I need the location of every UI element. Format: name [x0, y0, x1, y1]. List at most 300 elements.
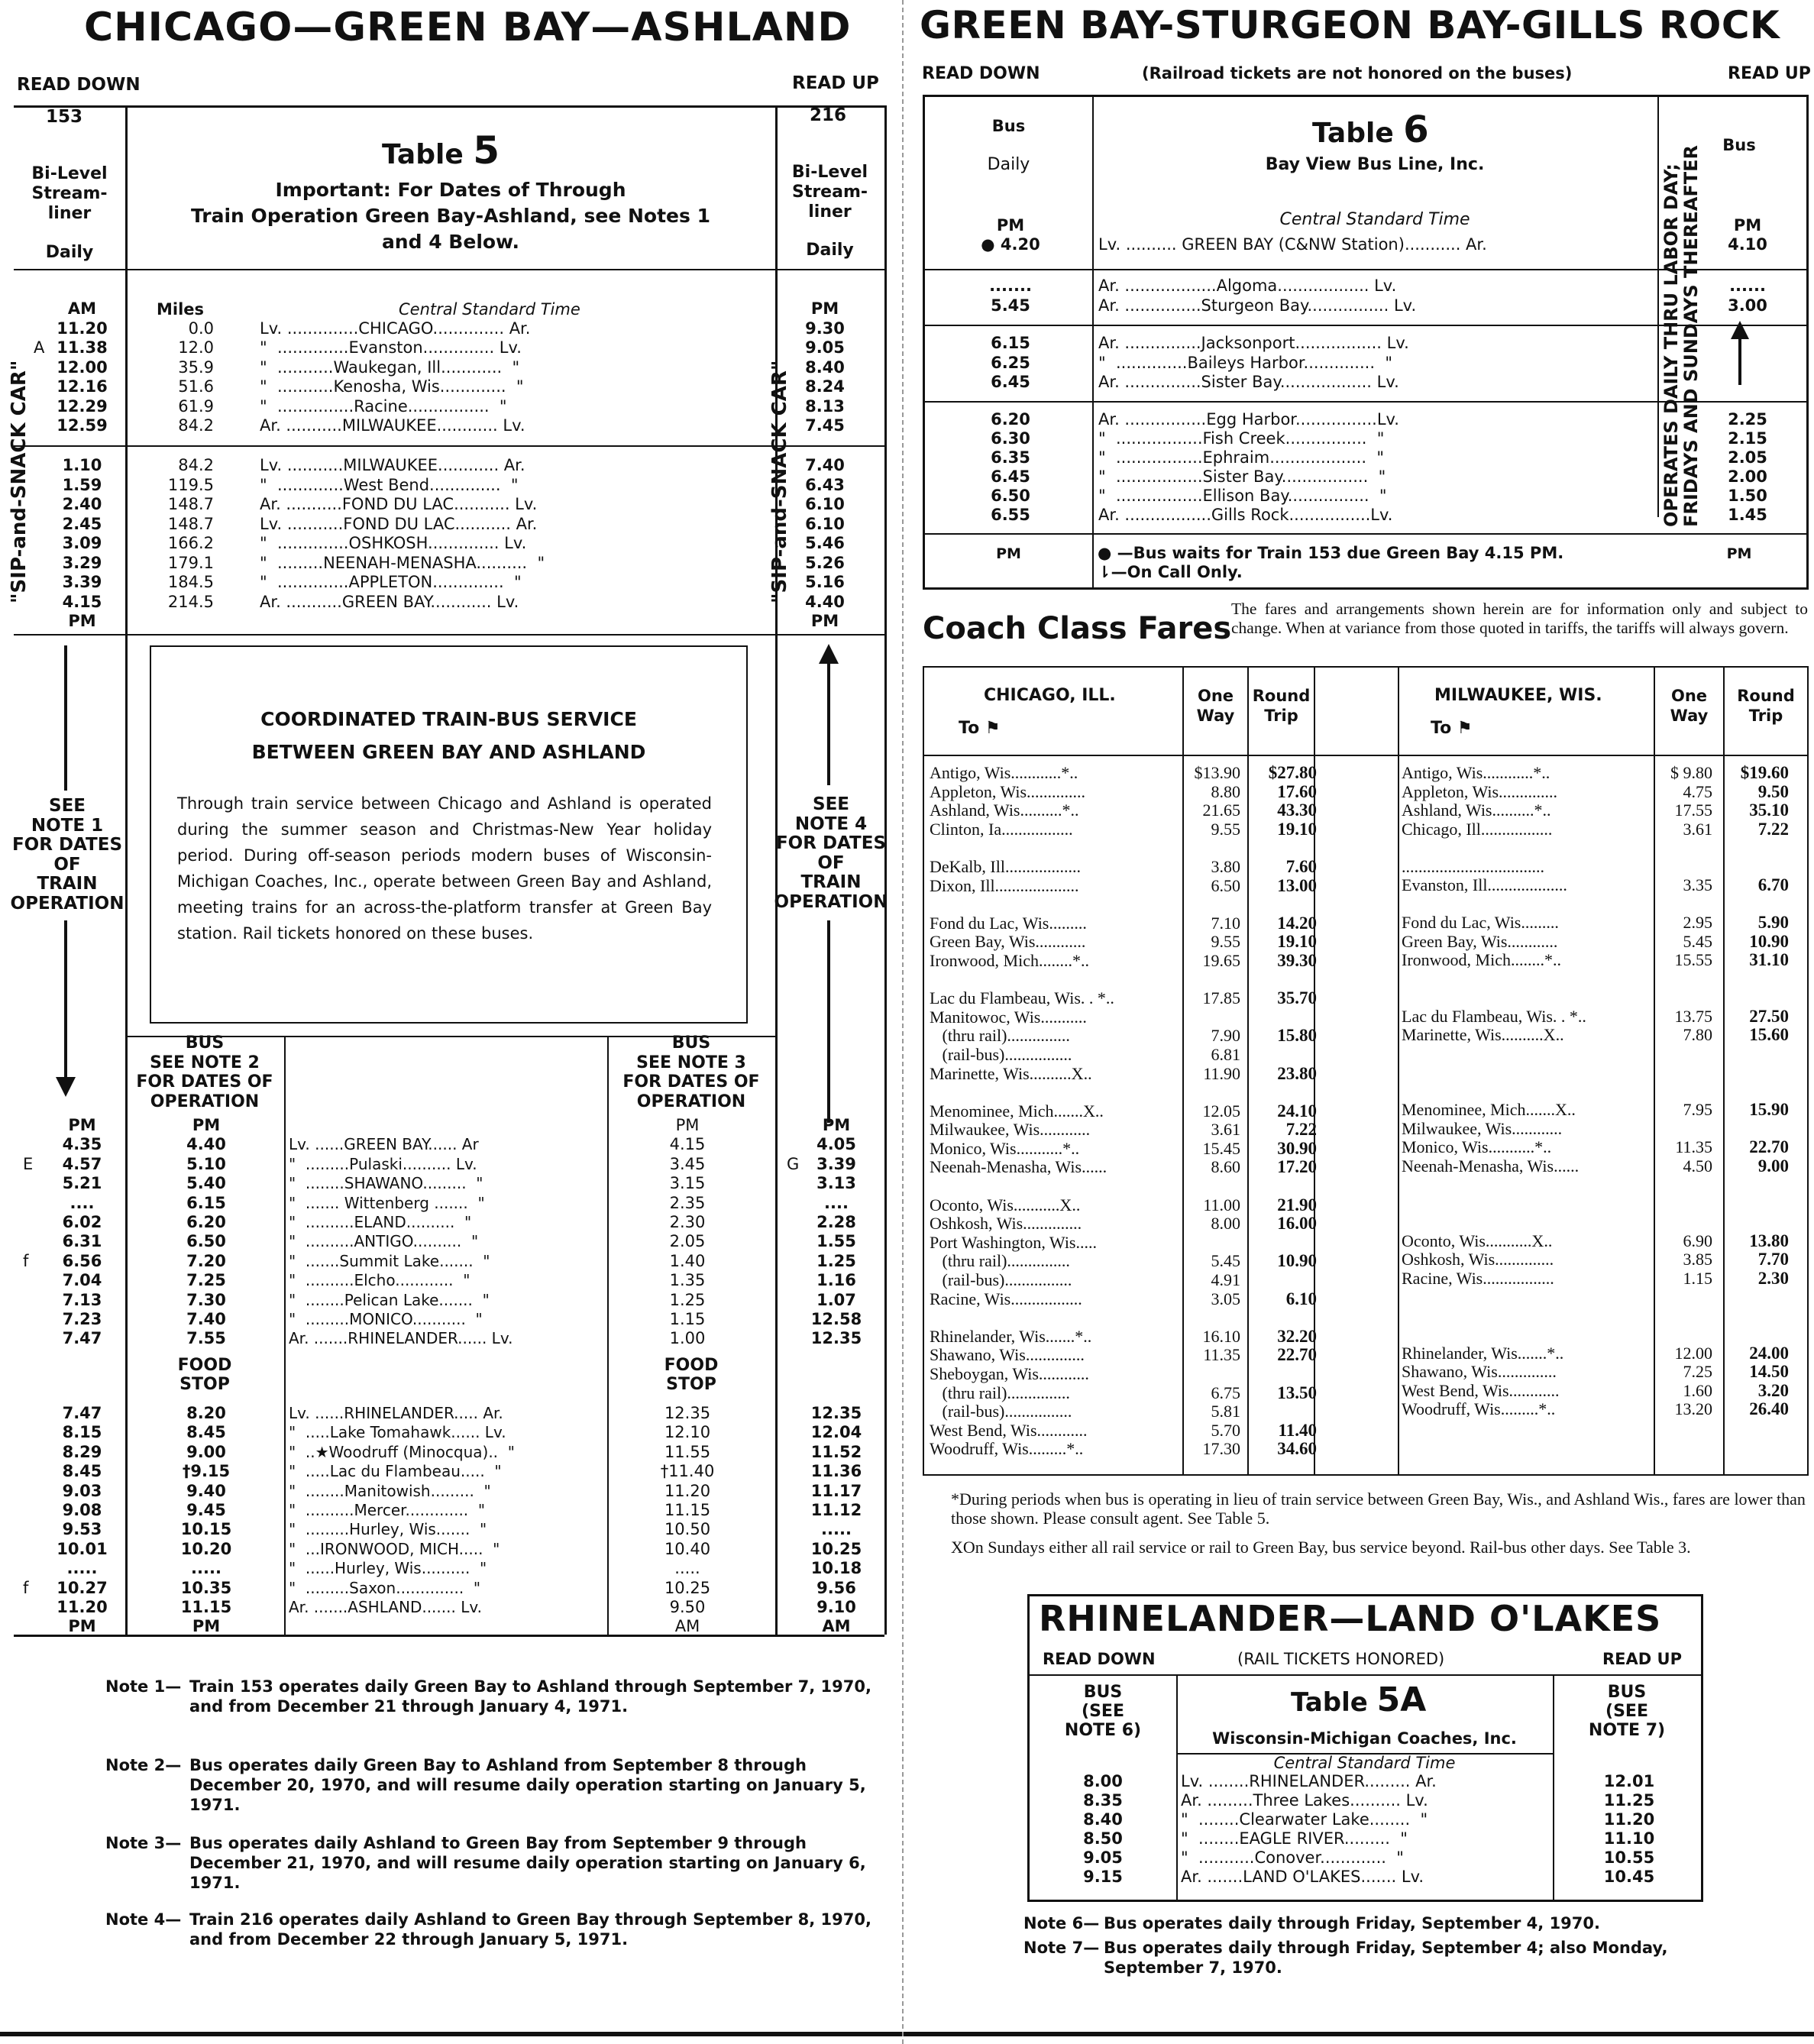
- cell: 4.57: [62, 1154, 102, 1173]
- table-row: [1402, 764, 1806, 783]
- cell: 6.31: [62, 1232, 102, 1251]
- table-row: [930, 839, 1319, 858]
- table-row: [930, 1214, 1319, 1234]
- cell: 10.90: [1277, 1252, 1317, 1271]
- cell: PM: [675, 1116, 700, 1134]
- table-row: [1402, 914, 1806, 933]
- cell: Rhinelander, Wis.......*..: [930, 1327, 1092, 1346]
- cell: 30.90: [1277, 1139, 1317, 1158]
- cell: 10.55: [1603, 1848, 1655, 1867]
- cell: Racine, Wis.................: [930, 1289, 1082, 1308]
- cell: Ar. ...............Jacksonport................. Lv.: [1098, 334, 1409, 352]
- cell: 2.05: [669, 1232, 706, 1251]
- table-row: [1402, 820, 1806, 839]
- cell: (thru rail)...............: [930, 1027, 1070, 1046]
- cell: 7.20: [186, 1251, 226, 1270]
- cell: 2.15: [1728, 429, 1767, 448]
- cell: 7.30: [186, 1290, 226, 1309]
- cell: 3.61: [1211, 1121, 1240, 1140]
- cell: Neenah-Menasha, Wis......: [1402, 1156, 1580, 1176]
- table-row: [923, 506, 1809, 525]
- table-row: [1402, 1307, 1806, 1326]
- cell: 13.75: [1674, 1007, 1712, 1026]
- table-row: [0, 476, 884, 496]
- cell: Green Bay, Wis............: [930, 933, 1086, 952]
- cell: G: [787, 1154, 800, 1173]
- cell: 10.15: [180, 1520, 232, 1539]
- table-row: [923, 277, 1809, 296]
- cell: 2.95: [1683, 914, 1712, 932]
- note-label: Note 7—: [1023, 1939, 1100, 1957]
- cell: 3.35: [1683, 876, 1712, 894]
- cell: " ..............OSHKOSH.............. Lv.: [260, 534, 527, 552]
- cell: ....: [70, 1193, 95, 1212]
- cell: $19.60: [1740, 764, 1789, 782]
- cell: 2.35: [669, 1193, 706, 1212]
- cell: 14.20: [1277, 914, 1317, 933]
- cell: Oshkosh, Wis..............: [930, 1214, 1082, 1234]
- table-row: [1402, 801, 1806, 820]
- cell: Fond du Lac, Wis.........: [1402, 914, 1559, 932]
- cell: " .........Saxon.............. ": [289, 1578, 481, 1597]
- table-row: [930, 1252, 1319, 1271]
- cell: " ...........Waukegan, Ill............ ": [260, 357, 520, 377]
- flag-icon: ⚑: [985, 719, 1001, 738]
- cell: 4.10: [1728, 235, 1767, 254]
- cell: ......: [1729, 277, 1766, 295]
- cell: Neenah-Menasha, Wis......: [930, 1158, 1107, 1177]
- cell: 12.35: [810, 1329, 862, 1348]
- table-row: [0, 1194, 884, 1213]
- cell: 8.00: [1211, 1214, 1240, 1234]
- cell: 3.29: [62, 553, 102, 572]
- cell: 3.00: [1728, 296, 1767, 315]
- table-row: [1402, 783, 1806, 802]
- cell: 2.30: [1757, 1269, 1789, 1288]
- table-row: [930, 1177, 1319, 1196]
- table-row: [1030, 1772, 1701, 1791]
- cell: Antigo, Wis............*..: [930, 764, 1078, 782]
- cell: 51.6: [178, 377, 214, 396]
- table-row: [923, 410, 1809, 429]
- cell: 10.18: [810, 1559, 862, 1578]
- table-row: [0, 377, 884, 397]
- see-note-4: SEE NOTE 4 FOR DATES OF TRAIN OPERATION: [774, 794, 888, 912]
- table-row: [930, 1008, 1319, 1027]
- cell: 1.25: [669, 1290, 706, 1309]
- see-note-1: SEE NOTE 1 FOR DATES OF TRAIN OPERATION: [10, 796, 124, 914]
- cell: f: [23, 1578, 29, 1597]
- cell: 11.15: [664, 1500, 711, 1519]
- cell: 6.10: [805, 495, 845, 513]
- cell: 11.25: [1603, 1791, 1655, 1810]
- cell: 7.13: [62, 1290, 102, 1309]
- table-row: [0, 1598, 884, 1617]
- fare-note-asterisk: *During periods when bus is operating in lieu of train service between Green Bay, Wis., and Ashland Wis., fares are lower than those shown. Please consult agent. See Table 5.: [951, 1489, 1806, 1528]
- cell: 7.45: [805, 416, 845, 435]
- cell: 8.15: [62, 1423, 102, 1442]
- table-row: [923, 373, 1809, 393]
- cell: 7.23: [62, 1309, 102, 1328]
- cell: 24.10: [1277, 1101, 1317, 1121]
- cell: 10.01: [57, 1539, 108, 1558]
- cell: f: [23, 1251, 29, 1270]
- cell: 7.22: [1757, 820, 1789, 839]
- cell: 13.00: [1277, 876, 1317, 895]
- cell: 19.10: [1277, 933, 1317, 952]
- cell: 1.59: [62, 475, 102, 494]
- table-row: [930, 1083, 1319, 1102]
- cell: " ...............Racine................ ": [260, 396, 507, 416]
- table-row: [1402, 1157, 1806, 1176]
- cell: 8.80: [1211, 782, 1240, 801]
- cell: 214.5: [167, 592, 214, 611]
- cell: 7.25: [186, 1271, 226, 1290]
- flag-icon: ⚑: [1457, 719, 1473, 738]
- cell: 6.15: [186, 1193, 226, 1212]
- cell: 9.00: [1757, 1156, 1789, 1176]
- cell: 7.40: [186, 1309, 226, 1328]
- down-arrow-line-1: [64, 645, 67, 791]
- up-arrow-line-1: [827, 663, 830, 785]
- cell: 8.40: [805, 357, 845, 377]
- cell: West Bend, Wis............: [1402, 1381, 1560, 1400]
- cell: 3.45: [669, 1154, 706, 1173]
- cell: (rail-bus)................: [930, 1271, 1072, 1290]
- left-cst: Central Standard Time: [399, 300, 580, 319]
- table-row: [923, 354, 1809, 374]
- t6-rows-door-east: [923, 334, 1809, 393]
- cell: 15.90: [1749, 1101, 1789, 1119]
- food-stop-up: FOOD STOP: [664, 1356, 719, 1394]
- cell: 6.25: [991, 353, 1030, 372]
- fares-chicago-oneway: One Way: [1196, 687, 1235, 725]
- table-row: [930, 1121, 1319, 1140]
- cell: " .......Summit Lake....... ": [289, 1251, 490, 1270]
- cell: 13.50: [1277, 1383, 1317, 1402]
- cell: 1.16: [816, 1271, 856, 1290]
- cell: 11.20: [664, 1481, 711, 1500]
- cell: 2.30: [669, 1212, 706, 1231]
- cell: Ar. ................Egg Harbor................Lv.: [1098, 410, 1399, 429]
- bus-down-header: BUS SEE NOTE 2 FOR DATES OF OPERATION: [136, 1033, 273, 1111]
- cell: Ar. .......LAND O'LAKES....... Lv.: [1181, 1868, 1424, 1886]
- table-row: [930, 1328, 1319, 1347]
- cell: 6.56: [62, 1251, 102, 1270]
- table6-label: [1312, 108, 1429, 151]
- train-153-number: 153: [46, 107, 83, 127]
- table-row: [1030, 1810, 1701, 1829]
- table5-word: Table: [382, 139, 464, 170]
- t6-rows-greenbay: [923, 216, 1809, 254]
- t5a-bus-up: BUS (SEE NOTE 7): [1588, 1683, 1666, 1740]
- cell: " ..............Baileys Harbor.............. ": [1098, 353, 1393, 372]
- t6-foot-pm-up: PM: [1726, 545, 1752, 562]
- cell: Sheboygan, Wis............: [930, 1365, 1089, 1383]
- cell: 17.20: [1277, 1158, 1317, 1177]
- table-row: [0, 1329, 884, 1348]
- cell: 24.00: [1749, 1344, 1789, 1363]
- coordinated-title: COORDINATED TRAIN-BUS SERVICE BETWEEN GREEN BAY AND ASHLAND: [251, 708, 646, 763]
- up-arrow-line-2: [827, 920, 830, 1123]
- cell: Fond du Lac, Wis.........: [930, 914, 1087, 933]
- table-row: [930, 914, 1319, 933]
- cell: 12.58: [810, 1309, 862, 1328]
- table-row: [0, 416, 884, 436]
- cell: PM: [192, 1617, 221, 1636]
- cell: 11.55: [664, 1442, 711, 1461]
- cell: Lac du Flambeau, Wis. . *..: [930, 989, 1114, 1008]
- cell: 6.10: [1285, 1289, 1317, 1308]
- cell: 12.01: [1603, 1772, 1655, 1790]
- cell: Menominee, Mich.......X..: [1402, 1101, 1576, 1119]
- table-row: [930, 971, 1319, 990]
- t6-daily: Daily: [987, 155, 1030, 174]
- cell: 4.75: [1683, 782, 1712, 801]
- t5a-read-up: READ UP: [1602, 1650, 1682, 1668]
- cell: A: [34, 338, 45, 357]
- table-row: [930, 952, 1319, 971]
- cell: 11.35: [1675, 1138, 1712, 1156]
- table5a-word: Table: [1291, 1687, 1368, 1718]
- cell: 5.26: [805, 553, 845, 572]
- cell: 5.40: [186, 1174, 226, 1193]
- cell: 8.45: [62, 1462, 102, 1481]
- table-row: [1402, 1325, 1806, 1344]
- table-row: [0, 338, 884, 358]
- cell: Woodruff, Wis.........*..: [1402, 1400, 1556, 1418]
- table-row: [0, 1443, 884, 1462]
- cell: 26.40: [1749, 1400, 1789, 1418]
- cell: 15.45: [1202, 1139, 1240, 1158]
- table-row: [0, 1520, 884, 1539]
- cell: 148.7: [167, 514, 214, 533]
- table-row: [0, 1310, 884, 1329]
- table-row: [0, 1213, 884, 1232]
- cell: (thru rail)...............: [930, 1383, 1070, 1402]
- cell: .....: [674, 1559, 700, 1578]
- note-text: Bus operates daily through Friday, September 4; also Monday, September 7, 1970.: [1104, 1939, 1668, 1977]
- cell: 9.30: [805, 319, 845, 338]
- cell: Lv. ..............CHICAGO.............. Ar.: [260, 319, 531, 338]
- note-text: Train 216 operates daily Ashland to Green Bay through September 8, 1970, and from December 22 through January 5, 1971.: [189, 1910, 871, 1949]
- cell: " .........MONICO........... ": [289, 1309, 483, 1328]
- table-row: [1402, 951, 1806, 970]
- table-row: [0, 1291, 884, 1310]
- note-label: Note 4—: [105, 1910, 182, 1929]
- cell: 1.25: [816, 1251, 856, 1270]
- table-row: [0, 1271, 884, 1290]
- t5a-read-down: READ DOWN: [1043, 1650, 1156, 1668]
- t5a-rail-tickets: (RAIL TICKETS HONORED): [1237, 1650, 1445, 1668]
- fares-chicago-table: [930, 764, 1319, 1459]
- cell: PM: [68, 612, 96, 630]
- cell: Green Bay, Wis............: [1402, 932, 1558, 951]
- cell: 4.91: [1211, 1271, 1240, 1290]
- operates-label: OPERATES DAILY THRU LABOR DAY; FRIDAYS AND SUNDAYS THEREAFTER: [1660, 145, 1702, 527]
- table-row: [0, 1540, 884, 1559]
- cell: †9.15: [182, 1462, 231, 1481]
- fare-note-x: XOn Sundays either all rail service or rail to Green Bay, bus service beyond. Rail-bus other days. See Table 3.: [951, 1538, 1691, 1557]
- table-row: [1402, 1138, 1806, 1157]
- cell: 8.20: [186, 1404, 226, 1422]
- note-label: Note 6—: [1023, 1914, 1100, 1932]
- cell: Lv. ........RHINELANDER......... Ar.: [1181, 1772, 1437, 1790]
- cell: 5.10: [186, 1154, 226, 1173]
- cell: (rail-bus)................: [930, 1402, 1072, 1421]
- cell: 12.29: [57, 396, 108, 416]
- t5a-rows: [1030, 1772, 1701, 1887]
- cell: Antigo, Wis............*..: [1402, 764, 1550, 782]
- cell: " ..............APPLETON.............. ": [260, 573, 522, 591]
- note-text: Bus operates daily Green Bay to Ashland from September 8 through December 20, 1970, and will resume daily operation starting on January 5, 1971.: [189, 1756, 866, 1814]
- fares-chicago-roundtrip: Round Trip: [1252, 687, 1311, 725]
- cell: 2.40: [62, 495, 102, 513]
- cell: PM: [68, 1116, 96, 1134]
- cell: 21.65: [1202, 801, 1240, 820]
- bus-up-header: BUS SEE NOTE 3 FOR DATES OF OPERATION: [622, 1033, 760, 1111]
- cell: E: [23, 1154, 34, 1173]
- cell: 2.28: [816, 1212, 856, 1231]
- left-title: CHICAGO—GREEN BAY—ASHLAND: [84, 5, 852, 50]
- table-row: [1402, 839, 1806, 858]
- table-row: [0, 1501, 884, 1520]
- cell: 12.59: [57, 416, 108, 435]
- cell: " ...........Kenosha, Wis............. ": [260, 377, 524, 396]
- cell: 17.85: [1202, 989, 1240, 1008]
- cell: ● 4.20: [981, 235, 1040, 254]
- cell: 7.47: [62, 1404, 102, 1422]
- cell: 2.05: [1728, 448, 1767, 467]
- table-row: [930, 801, 1319, 820]
- t5a-company: Wisconsin-Michigan Coaches, Inc.: [1212, 1729, 1517, 1748]
- cell: 84.2: [178, 456, 214, 474]
- cell: 11.52: [810, 1442, 862, 1461]
- cell: Ar. .................Gills Rock................Lv.: [1098, 506, 1393, 524]
- train-153-freq: Daily: [45, 243, 94, 262]
- table-row: [1030, 1791, 1701, 1810]
- cell: " ........Manitowish......... ": [289, 1481, 491, 1500]
- cell: 148.7: [167, 495, 214, 513]
- cell: " ........Pelican Lake....... ": [289, 1290, 490, 1309]
- right-read-up: READ UP: [1728, 64, 1811, 83]
- cell: 9.53: [62, 1520, 102, 1539]
- cell: 3.15: [669, 1174, 706, 1193]
- cell: .......: [989, 277, 1032, 295]
- cell: Milwaukee, Wis............: [1402, 1119, 1563, 1138]
- fares-milwaukee-table: [1402, 764, 1806, 1419]
- cell: Rhinelander, Wis.......*..: [1402, 1344, 1564, 1363]
- cell: Evanston, Ill...................: [1402, 876, 1567, 894]
- table-row: [1402, 970, 1806, 989]
- table-row: [930, 1234, 1319, 1253]
- table-row: [1402, 895, 1806, 914]
- table-row: [1402, 1288, 1806, 1307]
- cell: PM: [996, 216, 1025, 234]
- cell: 6.50: [186, 1232, 226, 1251]
- cell: 7.10: [1211, 914, 1240, 933]
- table-row: [1402, 1363, 1806, 1382]
- cell: 23.80: [1277, 1064, 1317, 1083]
- table-row: [1402, 1344, 1806, 1363]
- bus-rows-greenbay-rhinelander: [0, 1116, 884, 1349]
- cell: " .....Lake Tomahawk...... Lv.: [289, 1423, 506, 1442]
- table-row: [930, 895, 1319, 914]
- down-arrow-icon: [56, 1077, 76, 1097]
- cell: 12.00: [1674, 1344, 1712, 1363]
- cell: 5.46: [805, 534, 845, 552]
- cell: 84.2: [178, 416, 214, 435]
- cell: 34.60: [1277, 1440, 1317, 1459]
- table-row: [0, 1559, 884, 1578]
- cell: 27.50: [1749, 1007, 1789, 1026]
- cell: 1.15: [669, 1309, 706, 1328]
- cell: 12.35: [664, 1404, 711, 1422]
- cell: 7.22: [1285, 1121, 1317, 1140]
- table-row: [0, 1116, 884, 1135]
- table-row: [923, 487, 1809, 506]
- cell: 4.40: [805, 592, 845, 611]
- bus-rows-rhinelander-ashland: [0, 1404, 884, 1637]
- table-row: [930, 1065, 1319, 1084]
- cell: Lv. ......RHINELANDER..... Ar.: [289, 1404, 503, 1422]
- note-label: Note 3—: [105, 1834, 182, 1852]
- cell: Ar. .......ASHLAND....... Lv.: [289, 1597, 482, 1616]
- cell: Marinette, Wis..........X..: [930, 1064, 1092, 1083]
- cell: 11.35: [1203, 1346, 1240, 1365]
- cell: 15.55: [1674, 951, 1712, 969]
- cell: ....: [824, 1193, 849, 1212]
- cell: 6.70: [1757, 876, 1789, 894]
- cell: 61.9: [178, 396, 214, 416]
- table-row: [930, 1402, 1319, 1421]
- table-row: [930, 1196, 1319, 1215]
- cell: 1.15: [1683, 1269, 1712, 1288]
- table-row: [930, 1046, 1319, 1065]
- table-row: [923, 334, 1809, 354]
- cell: 11.20: [57, 319, 108, 338]
- cell: 13.20: [1674, 1400, 1712, 1418]
- cell: Oconto, Wis...........X..: [1402, 1231, 1553, 1250]
- table-row: [930, 783, 1319, 802]
- train-153-type: Bi-Level Stream- liner: [31, 164, 108, 223]
- cell: 7.04: [62, 1271, 102, 1290]
- cell: 6.55: [991, 506, 1030, 524]
- cell: Shawano, Wis..............: [930, 1346, 1085, 1365]
- t6-footnote-wait: ● —Bus waits for Train 153 due Green Bay 4.15 PM.: [1098, 544, 1564, 562]
- table5-important: Important: For Dates of Through Train Operation Green Bay-Ashland, see Notes 1 and 4 Below.: [190, 179, 710, 253]
- cell: 7.47: [62, 1329, 102, 1348]
- table5-number: 5: [473, 128, 500, 173]
- cell: 10.27: [57, 1578, 108, 1597]
- cell: 6.20: [186, 1212, 226, 1231]
- sip-label-down: "SIP-and-SNACK CAR": [8, 360, 31, 603]
- table-row: [0, 456, 884, 476]
- table-row: [930, 858, 1319, 877]
- table-row: [930, 989, 1319, 1008]
- cell: 7.95: [1683, 1101, 1712, 1119]
- train-216-number: 216: [810, 105, 847, 125]
- table-row: [930, 1102, 1319, 1121]
- cell: 22.70: [1277, 1346, 1317, 1365]
- table-row: [1402, 1213, 1806, 1232]
- cell: 1.55: [816, 1232, 856, 1251]
- cell: Appleton, Wis..............: [1402, 782, 1558, 801]
- cell: Oshkosh, Wis..............: [1402, 1250, 1554, 1269]
- cell: AM: [674, 1617, 700, 1636]
- cell: 3.13: [816, 1174, 856, 1193]
- cell: (rail-bus)................: [930, 1045, 1072, 1064]
